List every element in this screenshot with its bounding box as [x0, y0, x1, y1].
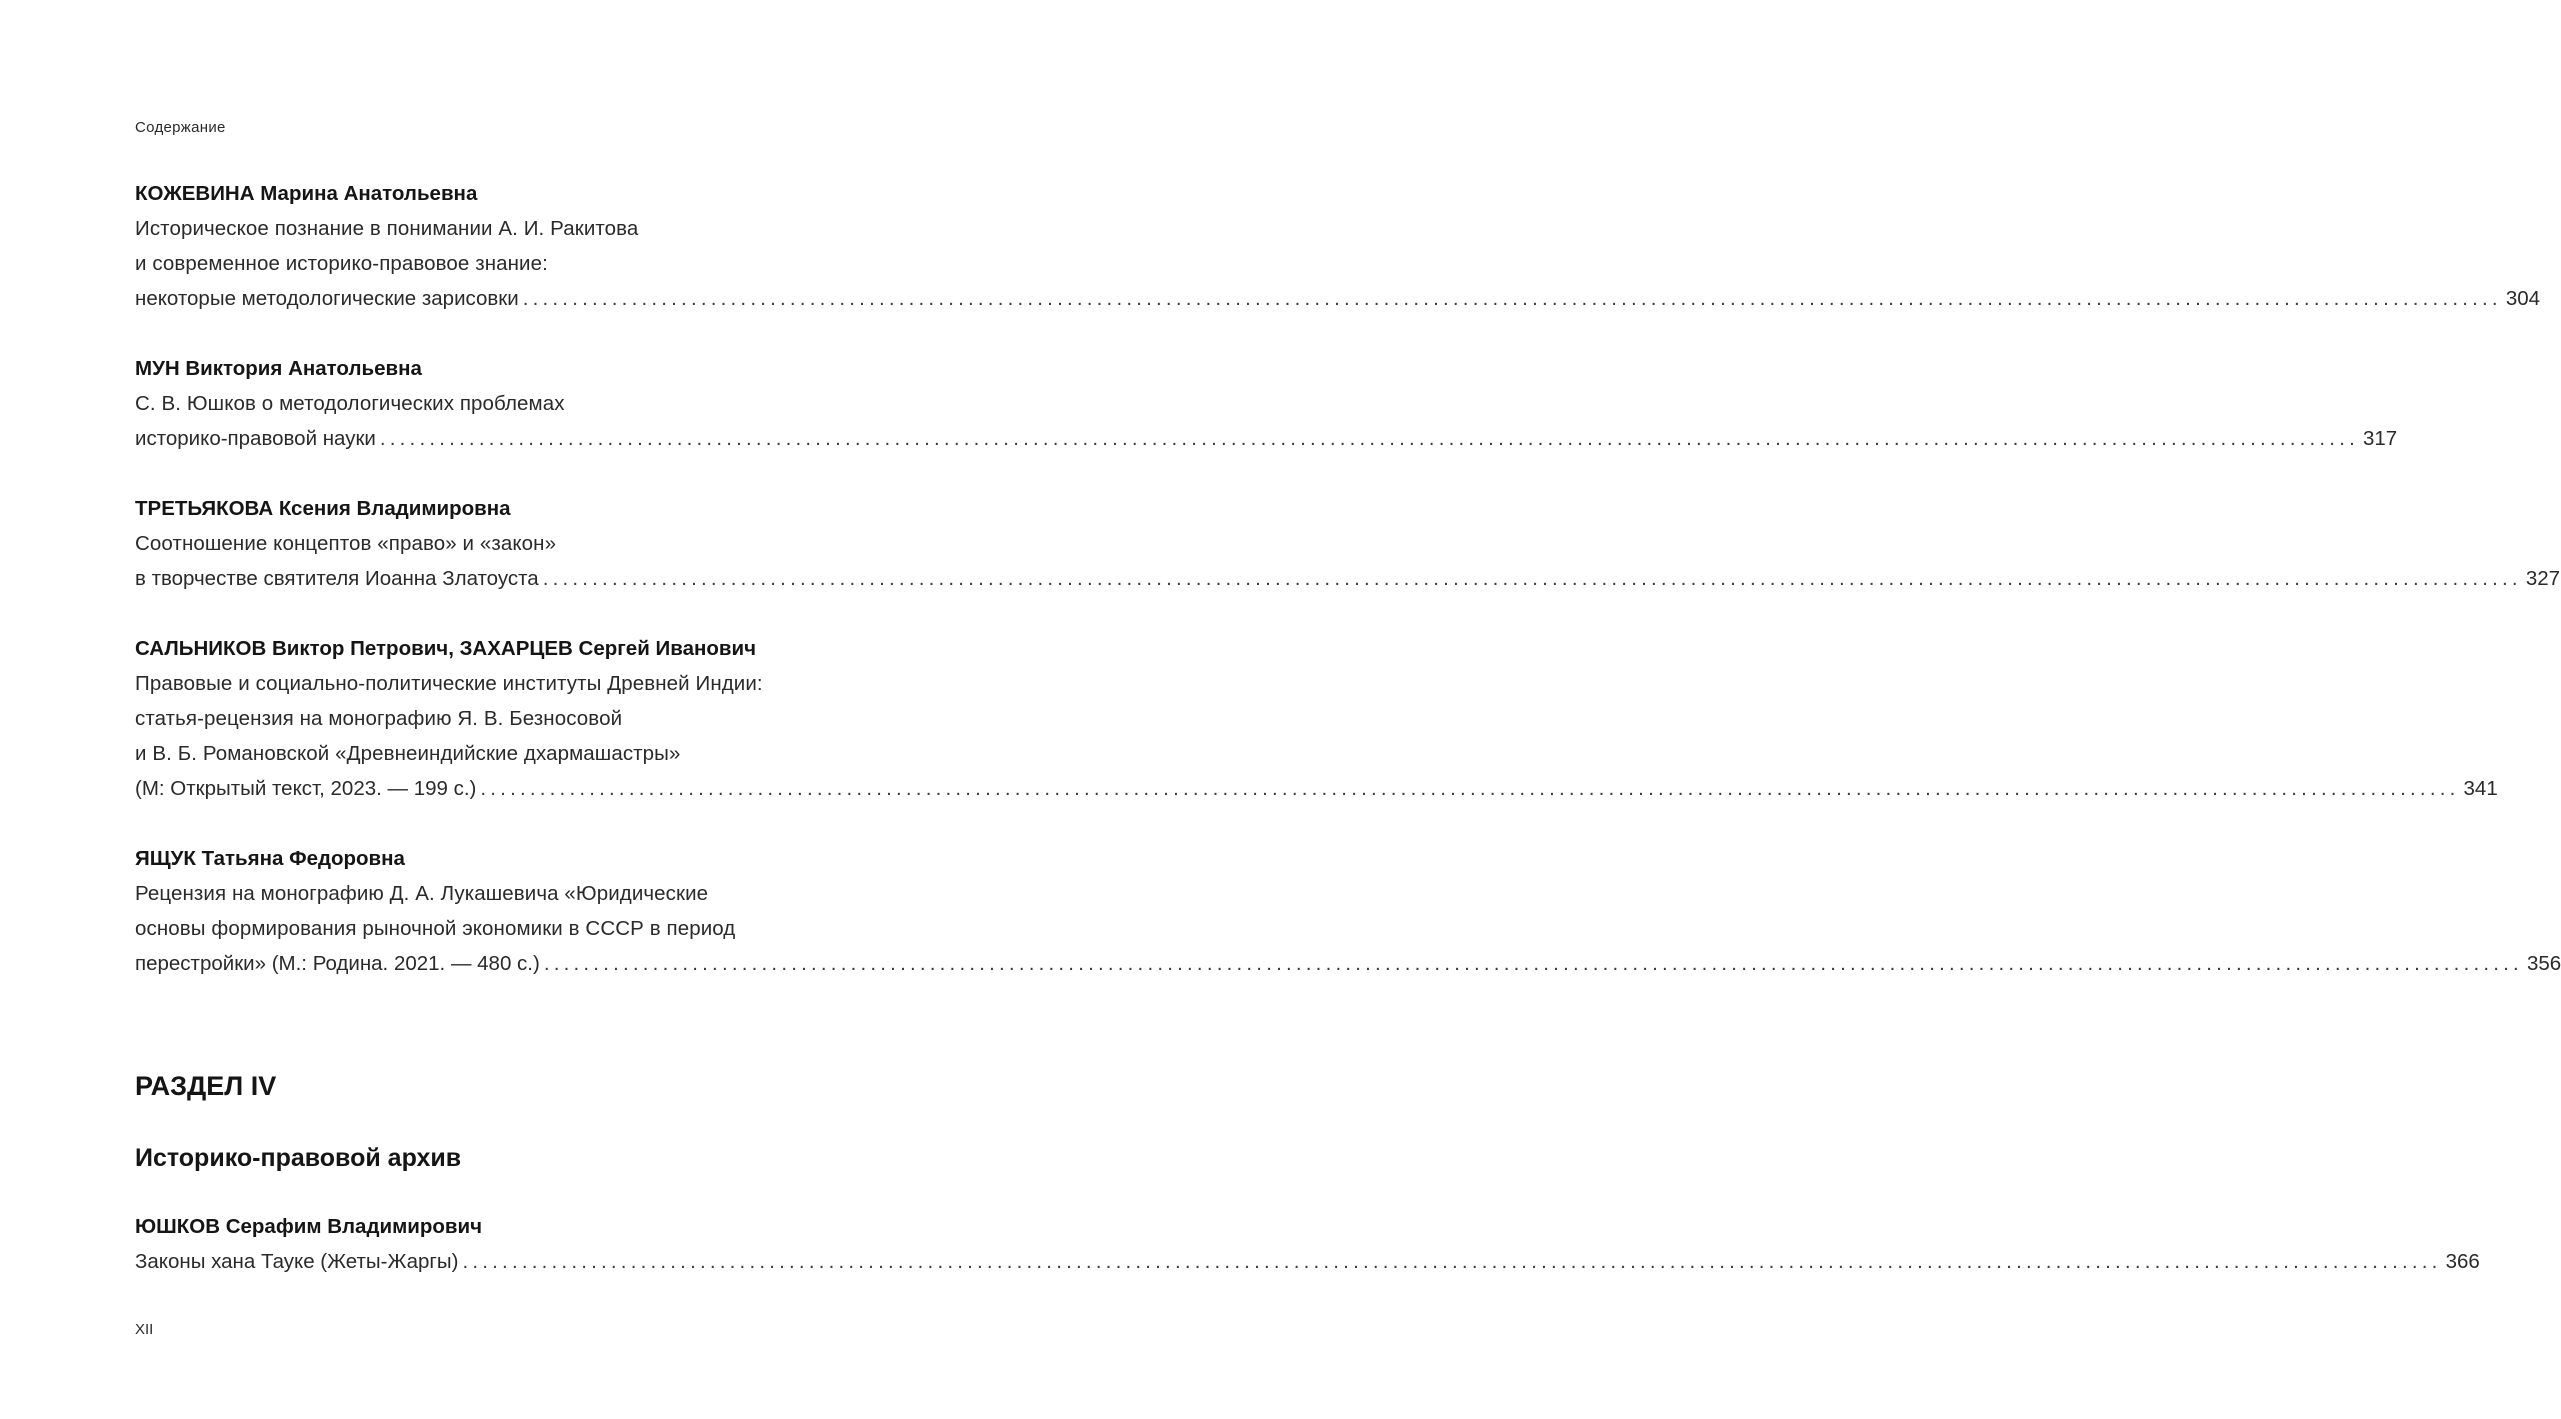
section-number: РАЗДЕЛ IV — [135, 1071, 277, 1101]
toc-entry — [135, 631, 2498, 806]
page-number: 356 — [2526, 952, 2561, 975]
page-number: 327 — [2525, 567, 2561, 590]
entry-title-last-line[interactable] — [135, 946, 2561, 981]
entry-title-text: Законы хана Тауке (Жеты-Жаргы) — [135, 1250, 459, 1273]
entry-title-line: Правовые и социально-политические институты Древней Индии: — [135, 672, 763, 695]
toc-entry — [135, 351, 2398, 456]
entry-title-line: Соотношение концептов «право» и «закон» — [135, 532, 557, 555]
entry-title-line: Рецензия на монографию Д. А. Лукашевича «Юридические — [135, 882, 709, 905]
entry-author: ЯЩУК Татьяна Федоровна — [135, 847, 405, 870]
section-title: Историко-правовой архив — [135, 1144, 462, 1172]
dot-leader: ........................................................................................................................................................................................................ — [542, 567, 2522, 590]
entry-title-line: и В. Б. Романовской «Древнеиндийские дхармашастры» — [135, 742, 681, 765]
entry-title-line: основы формирования рыночной экономики в СССР в период — [135, 917, 736, 940]
entry-title-line: и современное историко-правовое знание: — [135, 252, 548, 275]
toc-entry — [135, 491, 2561, 596]
entry-title-last-line[interactable] — [135, 561, 2561, 596]
entry-title-line: статья-рецензия на монографию Я. В. Безносовой — [135, 707, 623, 730]
entry-title-text: в творчестве святителя Иоанна Златоуста — [135, 567, 539, 590]
entry-title-text: (М: Открытый текст, 2023. — 199 с.) — [135, 777, 477, 800]
page-number: 304 — [2505, 287, 2541, 310]
toc-entry — [135, 841, 2561, 981]
table-of-contents — [135, 176, 2561, 981]
page-number: 366 — [2445, 1250, 2480, 1273]
toc-entry — [135, 176, 2541, 316]
running-head: Содержание — [135, 119, 226, 136]
entry-author: ТРЕТЬЯКОВА Ксения Владимировна — [135, 497, 511, 520]
entry-author: МУН Виктория Анатольевна — [135, 357, 422, 380]
entry-title-line: Историческое познание в понимании А. И. Ракитова — [135, 217, 639, 240]
page-folio: XII — [135, 1321, 154, 1338]
entry-title-text: историко-правовой науки — [135, 427, 376, 450]
dot-leader: ........................................................................................................................................................................................................ — [543, 952, 2523, 975]
section-entries — [135, 1209, 2480, 1279]
dot-leader: ........................................................................................................................................................................................................ — [480, 777, 2460, 800]
entry-title-line: С. В. Юшков о методологических проблемах — [135, 392, 565, 415]
dot-leader: ........................................................................................................................................................................................................ — [522, 287, 2502, 310]
page-number: 317 — [2363, 427, 2398, 450]
toc-entry — [135, 1209, 2480, 1279]
dot-leader: ........................................................................................................................................................................................................ — [462, 1250, 2442, 1273]
entry-title-last-line[interactable] — [135, 421, 2398, 456]
entry-title-last-line[interactable] — [135, 1244, 2480, 1279]
entry-title-last-line[interactable] — [135, 281, 2541, 316]
entry-title-text: некоторые методологические зарисовки — [135, 287, 519, 310]
page-number: 341 — [2463, 777, 2498, 800]
entry-title-text: перестройки» (М.: Родина. 2021. — 480 с.) — [135, 952, 540, 975]
entry-author: ЮШКОВ Серафим Владимирович — [135, 1215, 482, 1238]
dot-leader: ........................................................................................................................................................................................................ — [379, 427, 2359, 450]
entry-author: САЛЬНИКОВ Виктор Петрович, ЗАХАРЦЕВ Сергей Иванович — [135, 637, 756, 660]
entry-title-last-line[interactable] — [135, 771, 2498, 806]
entry-author: КОЖЕВИНА Марина Анатольевна — [135, 182, 478, 205]
